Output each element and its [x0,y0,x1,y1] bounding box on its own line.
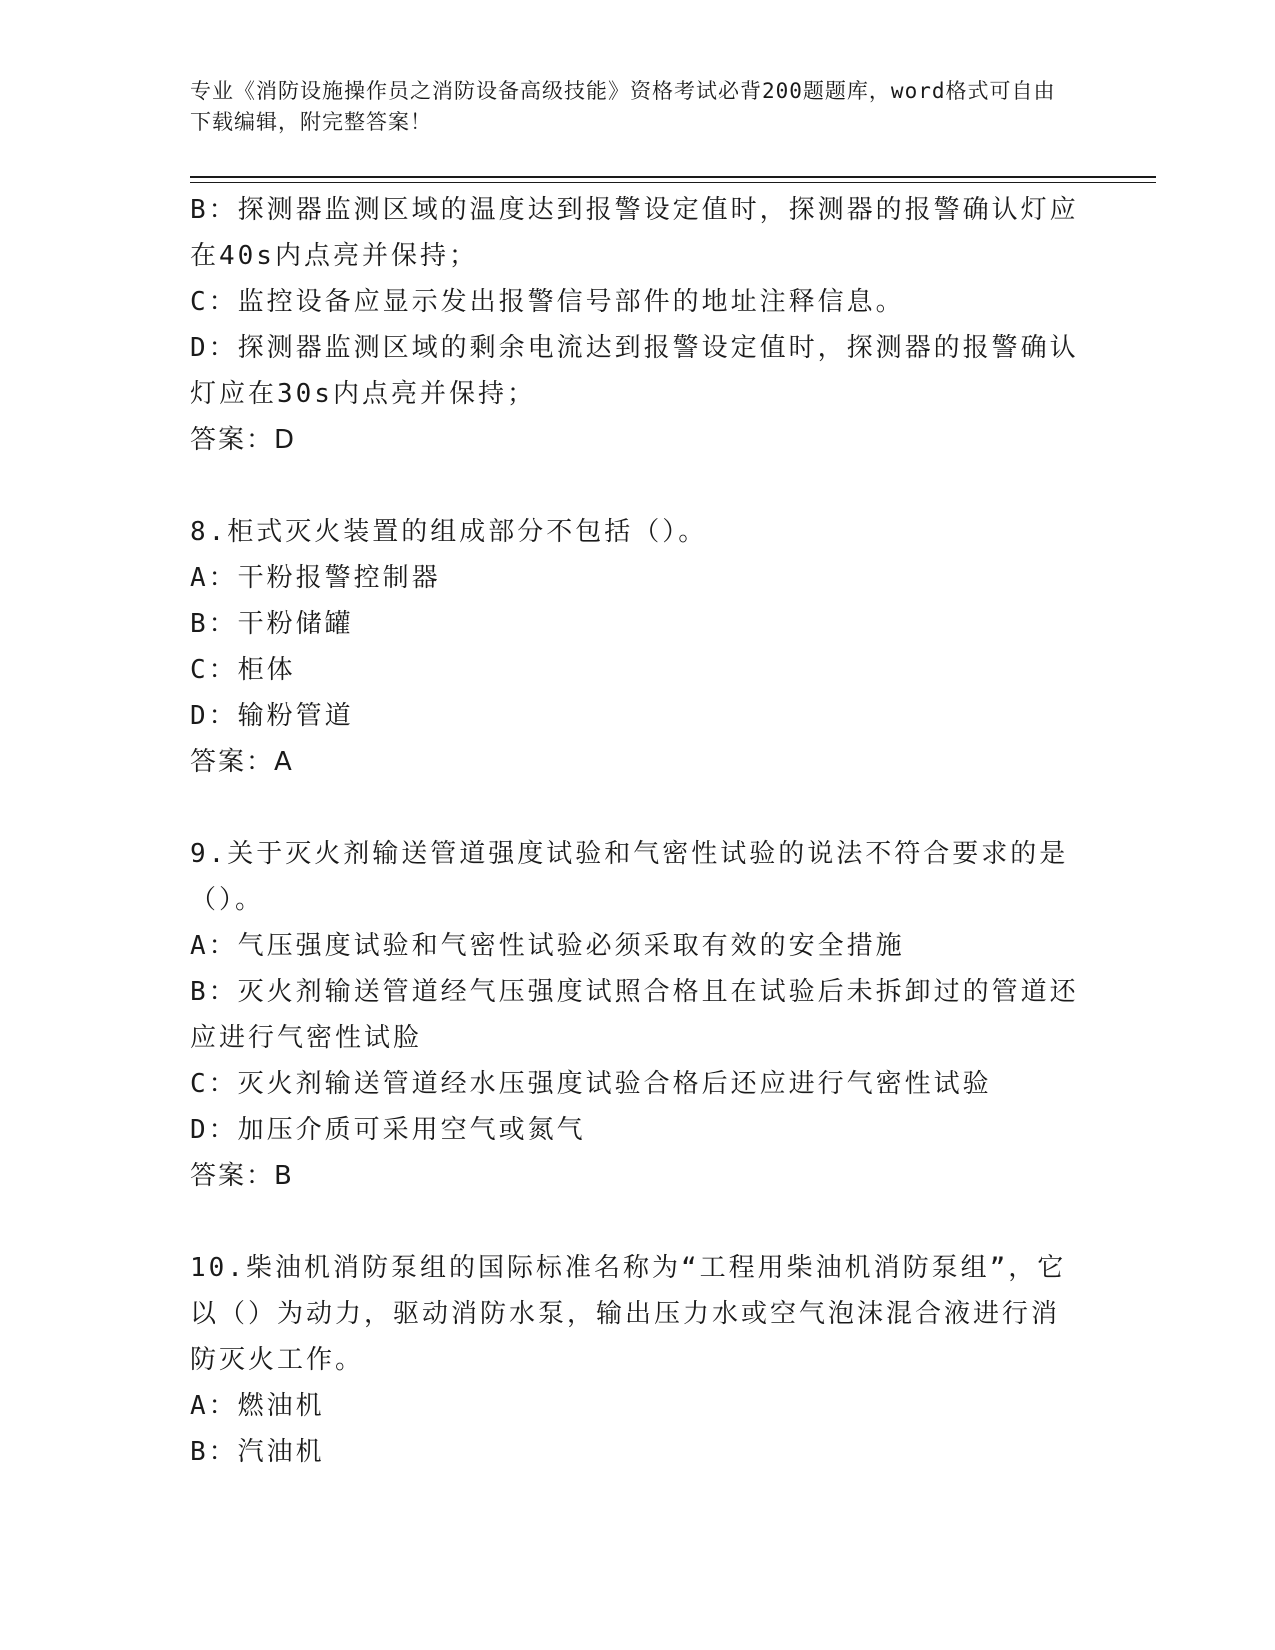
q8-option-b: B：干粉储罐 [190,609,354,639]
q10-option-b: B：汽油机 [190,1437,325,1467]
q8-option-a: A：干粉报警控制器 [190,563,441,593]
question-content [190,187,1080,1475]
header-divider-thin [190,182,1156,183]
q10-option-a: A：燃油机 [190,1391,325,1421]
q9-option-b: B：灭火剂输送管道经气压强度试照合格且在试验后未拆卸过的管道还应进行气密性试脸 [190,977,1079,1053]
q8-option-c: C：柜体 [190,655,296,685]
q8-answer: 答案：A [190,747,294,777]
q9-option-c: C：灭火剂输送管道经水压强度试验合格后还应进行气密性试验 [190,1069,992,1099]
q8-stem: 8.柜式灭火装置的组成部分不包括（）。 [190,517,708,547]
q9-option-d: D：加压介质可采用空气或氮气 [190,1115,586,1145]
q7-option-c: C：监控设备应显示发出报警信号部件的地址注释信息。 [190,287,905,317]
q7-option-d: D：探测器监测区域的剩余电流达到报警设定值时，探测器的报警确认灯应在30s内点亮并保持； [190,333,1079,409]
q7-answer: 答案：D [190,425,297,455]
header-divider-thick [190,176,1156,178]
q9-answer: 答案：B [190,1161,294,1191]
spacer [190,1199,1080,1245]
spacer [190,785,1080,831]
q10-stem: 10.柴油机消防泵组的国际标准名称为“工程用柴油机消防泵组”，它以（）为动力，驱动消防水泵，输出压力水或空气泡沫混合液进行消防灭火工作。 [190,1253,1067,1375]
q8-option-d: D：输粉管道 [190,701,354,731]
q9-option-a: A：气压强度试验和气密性试验必须采取有效的安全措施 [190,931,905,961]
spacer [190,463,1080,509]
document-header: 专业《消防设施操作员之消防设备高级技能》资格考试必背200题题库，word格式可自由下载编辑，附完整答案！ [190,79,1056,134]
q7-option-b: B：探测器监测区域的温度达到报警设定值时，探测器的报警确认灯应在40s内点亮并保持； [190,195,1079,271]
q9-stem: 9.关于灭火剂输送管道强度试验和气密性试验的说法不符合要求的是（）。 [190,839,1069,915]
